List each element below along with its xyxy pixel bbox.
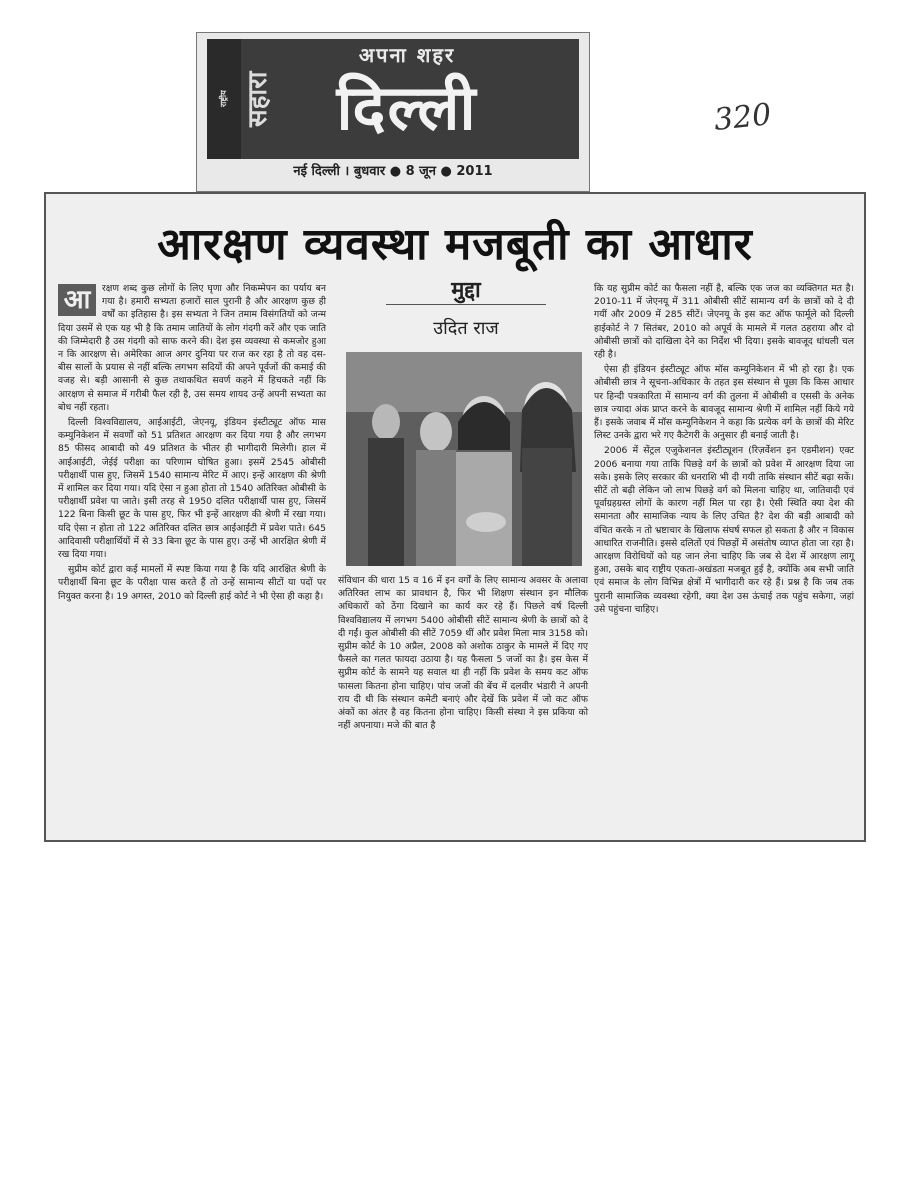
article-clipping <box>44 192 866 842</box>
paragraph: रक्षण शब्द कुछ लोगों के लिए घृणा और निकम्मेपन का पर्याय बन गया है। हमारी सभ्यता हजारों साल पुरानी है और आरक्षण कुछ ही वर्षों का इतिहास है। इस सभ्यता ने जिन तमाम विसंगतियों को जन्म दिया उसमें से एक यह भी है कि तमाम जातियों के लोग गंदगी करें और एक जाति की जिम्मेदारी है उस गंदगी को साफ करने की। देश इस व्यवस्था से कमजोर हुआ न कि आरक्षण से। अमेरिका आज अगर दुनिया पर राज कर रहा है तो वह दस-बीस सालों के प्रयास से नहीं बल्कि लगभग सदियों की अपने पूर्वजों की कमाई की वजह से। बड़ी आसानी से कुछ तथाकथित सवर्ण कहने में हिचकते नहीं कि आरक्षण से समाज में गरीबी फैल रही है, उस समय शायद उन्हें अपनी सभ्यता का बोध नहीं रहता। <box>58 283 326 413</box>
photo-illustration <box>346 352 582 566</box>
dateline: नई दिल्ली । बुधवार ● 8 जून ● 2011 <box>293 164 493 179</box>
article-column-2 <box>338 574 588 734</box>
paragraph: कि यह सुप्रीम कोर्ट का फैसला नहीं है, बल्कि एक जज का व्यक्तिगत मत है। 2010-11 में जेएनयू में 311 ओबीसी सीटें सामान्य वर्ग के छात्रों को दे दी गयीं और 2009 में 285 सीटें। जेएनयू के इस कट ऑफ फार्मूले को दिल्ली हाईकोर्ट ने 7 सितंबर, 2010 को अपूर्व के मामले में गलत ठहराया और दो ओबीसी छात्रों को दाखिला देने का निर्देश भी दिया। इसके बावजूद धांधली चल रही है। <box>594 283 854 361</box>
paragraph: दिल्ली विश्वविद्यालय, आईआईटी, जेएनयू, इंडियन इंस्टीट्यूट ऑफ मास कम्युनिकेशन में सवर्णों को 51 प्रतिशत आरक्षण कर दिया गया है और लगभग 85 फीसद आबादी को 49 प्रतिशत के भीतर ही भागीदारी मिलेगी। हाल में आईआईटी, जेईई परीक्षा का परिणाम घोषित हुआ। इसमें 2545 ओबीसी परीक्षार्थी पास हुए, जिसमें 1540 सामान्य मेरिट में आए। इन्हें आरक्षण की श्रेणी में शामिल कर दिया गया। यदि ऐसा न हुआ होता तो 1540 अतिरिक्त ओबीसी के परीक्षार्थी प्रवेश पा जाते। इसी तरह से 1950 दलित परीक्षार्थी पास हुए, जिसमें 122 बिना किसी छूट के पास हुए, फिर भी इन्हें आरक्षण की श्रेणी में रखा गया। यदि ऐसा न होता तो 122 अतिरिक्त दलित छात्र आईआईटी में प्रवेश पाते। 645 आदिवासी परीक्षार्थियों में से 33 बिना छूट के पास हुए। उन्हें भी आरक्षित श्रेणी में रख दिया गया। <box>58 417 326 561</box>
paragraph: सुप्रीम कोर्ट द्वारा कई मामलों में स्पष्ट किया गया है कि यदि आरक्षित श्रेणी के परीक्षार्थी बिना छूट के परीक्षा पास करते हैं तो उन्हें सामान्य सीटों या पदों पर नियुक्त करना है। 19 अगस्त, 2010 को दिल्ली हाई कोर्ट ने भी ऐसा ही कहा है। <box>58 564 326 602</box>
newspaper-logo: राष्ट्रीय सहारा <box>207 39 241 159</box>
masthead <box>196 32 590 192</box>
kicker: मुद्दा <box>451 278 481 303</box>
article-photo <box>346 352 582 566</box>
drop-cap: आ <box>58 284 96 316</box>
article-column-3 <box>594 282 854 618</box>
city-title: दिल्ली <box>336 71 478 144</box>
handwritten-page-number: 320 <box>712 97 773 138</box>
byline: उदित राज <box>433 318 499 339</box>
section-title: अपना शहर <box>358 43 456 67</box>
paragraph: ऐसा ही इंडियन इंस्टीट्यूट ऑफ मॉस कम्युनिकेशन में भी हो रहा है। एक ओबीसी छात्र ने सूचना-अधिकार के तहत इस संस्थान से पूछा कि किस आधार पर हिन्दी पत्रकारिता में सामान्य वर्ग की तुलना में ओबीसी व एससी के अनेक छात्र ज्यादा अंक प्राप्त करने के बावजूद सामान्य श्रेणी में शामिल नहीं किये गये हैं। इसके जवाब में मॉस कम्युनिकेशन ने कहा कि प्रत्येक वर्ग के छात्रों की मेरिट लिस्ट उनके द्वारा भरे गए कैटेगरी के अनुसार ही बनाई जाती है। <box>594 364 854 442</box>
kicker-rule <box>386 304 546 305</box>
headline: आरक्षण व्यवस्था मजबूती का आधार <box>157 219 753 270</box>
paragraph: संविधान की धारा 15 व 16 में इन वर्गों के लिए सामान्य अवसर के अलावा अतिरिक्त लाभ का प्रावधान है, फिर भी शिक्षण संस्थान इन मौलिक अधिकारों को ठेंगा दिखाने का कार्य कर रहे हैं। पिछले वर्ष दिल्ली विश्वविद्यालय में लगभग 5400 ओबीसी सीटें सामान्य श्रेणी के छात्रों को दे दी गईं। कुल ओबीसी की सीटें 7059 थीं और प्रवेश मिला मात्र 3158 को। सुप्रीम कोर्ट के 10 अप्रैल, 2008 को अशोक ठाकुर के मामले में दिए गए फैसले का गलत फायदा उठाया है। यह फैसला 5 जजों का है। इस केस में सुप्रीम कोर्ट के सामने यह सवाल था ही नहीं कि प्रवेश के समय कट ऑफ फासला कितना होना चाहिए। पांच जजों की बेंच में दलवीर भंडारी ने अपनी राय दी थी कि संस्थान कमेटी बनाएं और देखें कि प्रवेश में जो कट ऑफ अंकों का अंतर है वह कितना होना चाहिए। किसी संस्था ने इस प्रकिया को नहीं अपनाया। मजे की बात है <box>338 575 588 732</box>
article-column-1 <box>58 282 326 605</box>
paragraph: 2006 में सेंट्रल एजुकेशनल इंस्टीट्यूशन (रिज़र्वेशन इन एडमीशन) एक्ट 2006 बनाया गया ताकि पिछड़े वर्ग के छात्रों को प्रवेश में आरक्षण दिया जा सके। इसके लिए सरकार की धनराशि भी दी गयी ताकि संस्थान सीटें बढ़ा सकें। सीटें तो बढ़ी लेकिन जो लाभ पिछड़े वर्ग को मिलना चाहिए था, जातिवादी एवं पूर्वाग्रहग्रस्त लोगों के कारण नहीं मिल पा रहा है। ऐसी स्थिति क्या देश की समानता और सामाजिक न्याय के लिए उचित है? देश की बड़ी आबादी को वंचित करके न तो भ्रष्टाचार के खिलाफ संघर्ष सफल हो सकता है और न विकास आधारित राजनीति। इससे दलितों एवं पिछड़ों में असंतोष व्याप्त होता जा रहा है। आरक्षण विरोधियों को यह जान लेना चाहिए कि जब से देश में आरक्षण लागू हुआ, उसके बाद राष्ट्रीय एकता-अखंडता मजबूत हुई है, क्योंकि अब सभी जाति एवं समाज के लोग विभिन्न क्षेत्रों में भागीदारी कर रहे हैं। प्रश्न है कि जब तक पुरानी सामाजिक व्यवस्था रहेगी, क्या देश उस ऊंचाई तक पहुंच सकेगा, जहां उसे पहुंचना चाहिए। <box>594 445 854 615</box>
